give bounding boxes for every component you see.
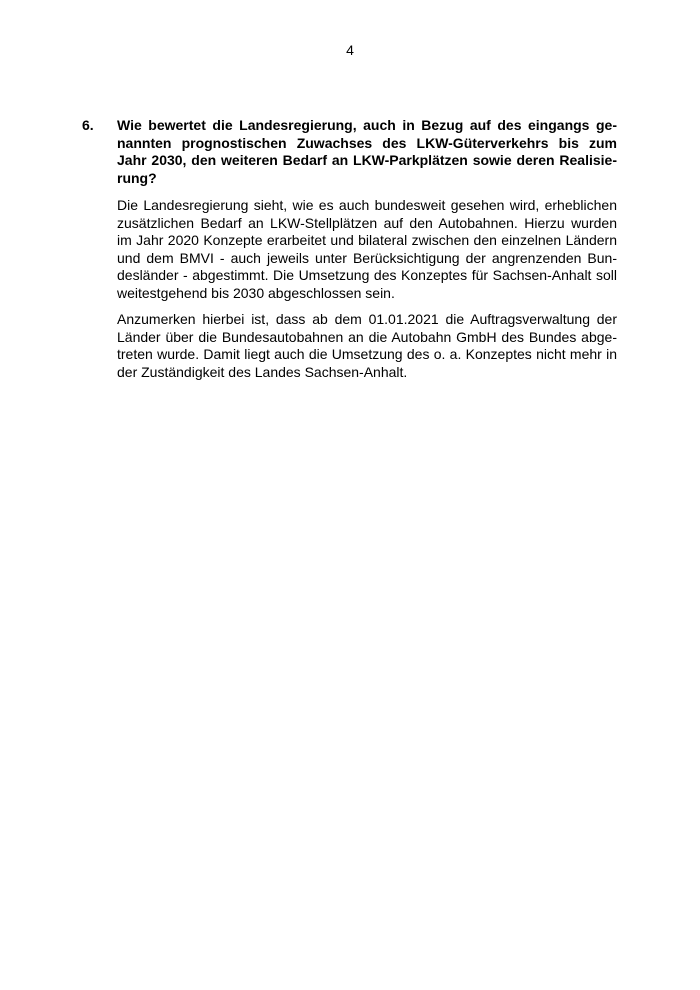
question-block [82,117,617,187]
question-text [117,117,617,187]
question-line: Wie bewertet die Landesregierung, auch in Bezug auf des eingangs ge- [117,117,617,133]
answer-line: Anzumerken hierbei ist, dass ab dem 01.01.2021 die Auftragsverwaltung der [117,311,617,327]
answer-line: desländer - abgestimmt. Die Umsetzung des Konzeptes für Sachsen-Anhalt soll [117,267,617,283]
answer-line: zusätzlichen Bedarf an LKW-Stellplätzen auf den Autobahnen. Hierzu wurden [117,214,617,231]
answer-line: treten wurde. Damit liegt auch die Umsetzung des o. a. Konzeptes nicht mehr in [117,346,617,362]
answer-line: der Zuständigkeit des Landes Sachsen-Anhalt. [117,363,408,380]
answer-paragraph-2 [117,311,617,381]
answer-line: weitestgehend bis 2030 abgeschlossen sein. [117,284,395,301]
question-line: rung? [117,169,157,186]
answer-line: Die Landesregierung sieht, wie es auch bundesweit gesehen wird, erheblichen [117,197,617,213]
answer-paragraph-1 [117,197,617,302]
answer-line: Länder über die Bundesautobahnen an die Autobahn GmbH des Bundes abge- [117,328,617,345]
question-line: nannten prognostischen Zuwachses des LKW-Güterverkehrs bis zum [117,134,617,151]
page-number: 4 [346,42,354,58]
answer-line: und dem BMVI - auch jeweils unter Berücksichtigung der angrenzenden Bun- [117,249,617,266]
question-line: Jahr 2030, den weiteren Bedarf an LKW-Parkplätzen sowie deren Realisie- [117,152,617,168]
answer-line: im Jahr 2020 Konzepte erarbeitet und bilateral zwischen den einzelnen Ländern [117,232,617,248]
question-number: 6. [82,117,94,133]
